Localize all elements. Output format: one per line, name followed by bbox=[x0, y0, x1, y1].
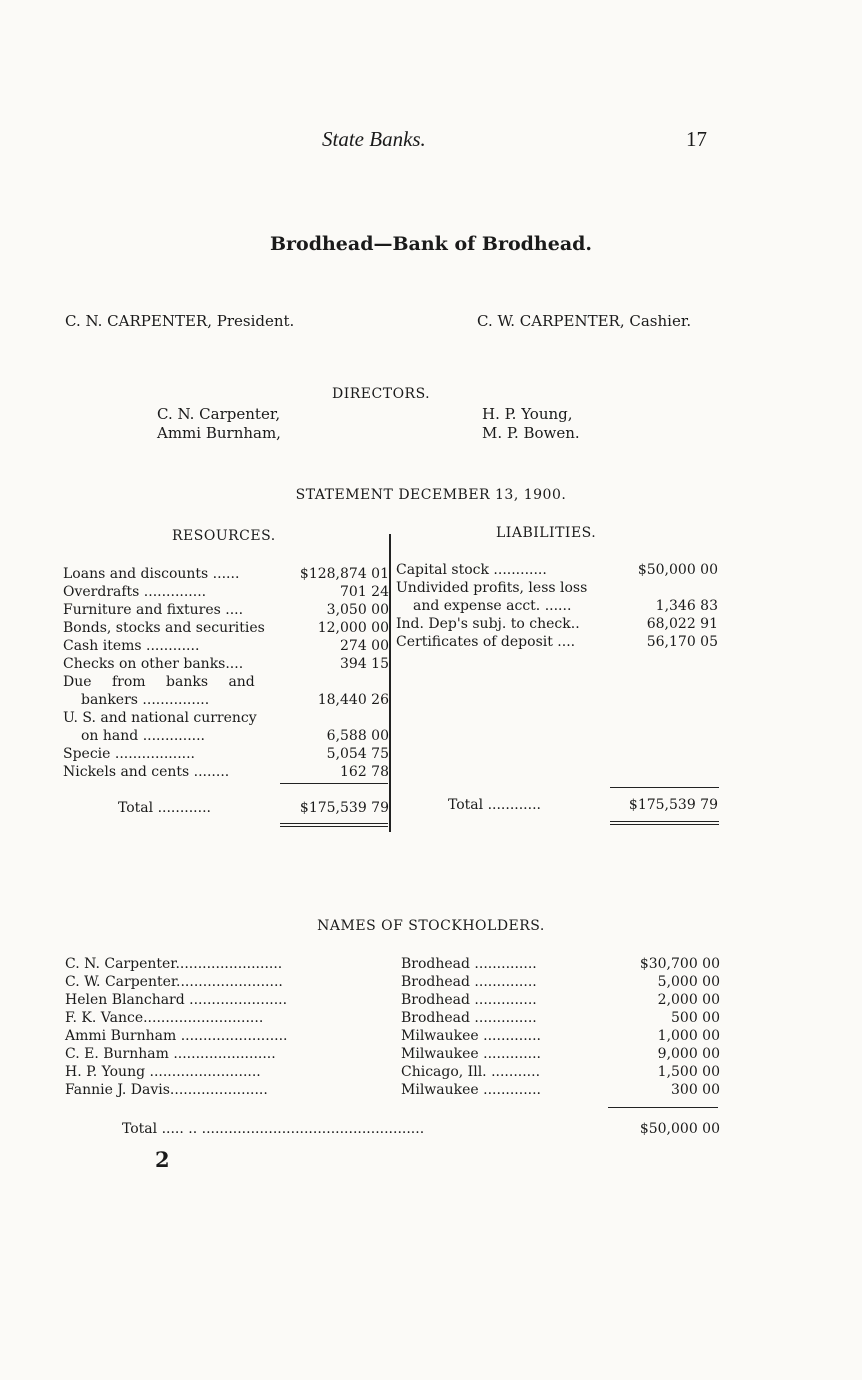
resource-amount: 18,440 26 bbox=[317, 692, 389, 708]
resource-row bbox=[63, 602, 389, 620]
stockholder-row bbox=[65, 956, 720, 974]
resource-label: Cash items ............ bbox=[63, 638, 200, 654]
subtotal-rule bbox=[280, 783, 388, 784]
resources-total-row bbox=[118, 800, 389, 818]
resource-row bbox=[63, 746, 389, 764]
director-name: Ammi Burnham, bbox=[157, 424, 281, 442]
stockholder-amount: 1,000 00 bbox=[657, 1028, 720, 1044]
column-divider bbox=[389, 534, 391, 832]
resource-row bbox=[63, 692, 389, 710]
resource-row bbox=[63, 710, 389, 728]
resource-row bbox=[63, 656, 389, 674]
liability-row bbox=[396, 616, 718, 634]
liability-row bbox=[396, 598, 718, 616]
stockholder-place: Brodhead .............. bbox=[401, 992, 537, 1008]
stockholder-place: Milwaukee ............. bbox=[401, 1082, 541, 1098]
director-name: H. P. Young, bbox=[482, 405, 573, 423]
liability-label: Capital stock ............ bbox=[396, 562, 547, 578]
resource-row bbox=[63, 728, 389, 746]
cashier-line: C. W. CARPENTER, Cashier. bbox=[477, 312, 692, 330]
resource-amount: 5,054 75 bbox=[326, 746, 389, 762]
director-name: C. N. Carpenter, bbox=[157, 405, 281, 423]
stockholder-place: Milwaukee ............. bbox=[401, 1046, 541, 1062]
liabilities-total-row bbox=[448, 797, 718, 815]
stockholder-amount: 500 00 bbox=[671, 1010, 720, 1026]
bank-title: Brodhead—Bank of Brodhead. bbox=[269, 233, 593, 255]
stockholder-row bbox=[65, 1028, 720, 1046]
resource-amount: 3,050 00 bbox=[326, 602, 389, 618]
stockholders-total-rule bbox=[608, 1107, 718, 1108]
stockholder-row bbox=[65, 974, 720, 992]
resource-label: Overdrafts .............. bbox=[63, 584, 207, 600]
liability-amount: $50,000 00 bbox=[637, 562, 718, 578]
resource-label: Loans and discounts ...... bbox=[63, 566, 240, 582]
resources-total-amount: $175,539 79 bbox=[299, 800, 389, 816]
resources-total-label: Total ............ bbox=[118, 800, 211, 816]
stockholder-row bbox=[65, 1010, 720, 1028]
resource-row bbox=[63, 620, 389, 638]
resource-label: Due from banks and bbox=[63, 674, 255, 690]
stockholder-name: C. E. Burnham ....................... bbox=[65, 1046, 276, 1062]
resource-label: Checks on other banks.... bbox=[63, 656, 244, 672]
stockholder-name: F. K. Vance........................... bbox=[65, 1010, 264, 1026]
resource-label: Specie .................. bbox=[63, 746, 195, 762]
liability-row bbox=[396, 634, 718, 652]
resource-label: Bonds, stocks and securities bbox=[63, 620, 265, 636]
liability-label: Undivided profits, less loss bbox=[396, 580, 588, 596]
liabilities-heading: LIABILITIES. bbox=[496, 525, 597, 541]
stockholder-amount: $30,700 00 bbox=[639, 956, 720, 972]
stockholders-total-amount: $50,000 00 bbox=[639, 1121, 720, 1137]
stockholders-total-row bbox=[122, 1121, 720, 1139]
stockholder-name: Ammi Burnham ........................ bbox=[65, 1028, 288, 1044]
resource-label: Furniture and fixtures .... bbox=[63, 602, 244, 618]
statement-heading: STATEMENT DECEMBER 13, 1900. bbox=[295, 487, 567, 503]
liability-amount: 68,022 91 bbox=[646, 616, 718, 632]
stockholder-name: H. P. Young ......................... bbox=[65, 1064, 261, 1080]
liabilities-total-amount: $175,539 79 bbox=[628, 797, 718, 813]
stockholder-place: Chicago, Ill. ........... bbox=[401, 1064, 541, 1080]
stockholder-row bbox=[65, 1082, 720, 1100]
liability-row bbox=[396, 562, 718, 580]
liability-row bbox=[396, 580, 718, 598]
page-number: 17 bbox=[686, 127, 707, 151]
liability-label: Certificates of deposit .... bbox=[396, 634, 576, 650]
stockholders-total-label: Total ..... .. .................................................. bbox=[122, 1121, 425, 1137]
resource-amount: 394 15 bbox=[340, 656, 389, 672]
stockholder-amount: 1,500 00 bbox=[657, 1064, 720, 1080]
running-title: State Banks. bbox=[322, 127, 426, 151]
stockholder-place: Milwaukee ............. bbox=[401, 1028, 541, 1044]
stockholder-row bbox=[65, 1046, 720, 1064]
resource-amount: 12,000 00 bbox=[317, 620, 389, 636]
directors-heading: DIRECTORS. bbox=[332, 386, 431, 402]
director-name: M. P. Bowen. bbox=[482, 424, 580, 442]
resource-row bbox=[63, 638, 389, 656]
stockholders-heading: NAMES OF STOCKHOLDERS. bbox=[317, 918, 545, 934]
page-header bbox=[0, 127, 862, 157]
resource-amount: 274 00 bbox=[340, 638, 389, 654]
resource-amount: $128,874 01 bbox=[299, 566, 389, 582]
stockholder-amount: 5,000 00 bbox=[657, 974, 720, 990]
liability-label: and expense acct. ...... bbox=[413, 598, 572, 614]
resource-row bbox=[63, 674, 389, 692]
stockholder-name: C. W. Carpenter........................ bbox=[65, 974, 283, 990]
subtotal-rule bbox=[610, 787, 719, 788]
resource-label: bankers ............... bbox=[81, 692, 210, 708]
stockholder-row bbox=[65, 992, 720, 1010]
stockholder-name: Helen Blanchard ...................... bbox=[65, 992, 288, 1008]
signature-mark: 2 bbox=[155, 1147, 170, 1172]
resource-amount: 6,588 00 bbox=[326, 728, 389, 744]
stockholder-row bbox=[65, 1064, 720, 1082]
total-double-rule bbox=[280, 823, 388, 827]
resource-label: U. S. and national currency bbox=[63, 710, 257, 726]
total-double-rule bbox=[610, 821, 719, 825]
resource-amount: 701 24 bbox=[340, 584, 389, 600]
stockholder-amount: 300 00 bbox=[671, 1082, 720, 1098]
resource-row bbox=[63, 584, 389, 602]
stockholder-place: Brodhead .............. bbox=[401, 956, 537, 972]
resource-row bbox=[63, 764, 389, 782]
stockholder-name: C. N. Carpenter........................ bbox=[65, 956, 283, 972]
liability-amount: 56,170 05 bbox=[646, 634, 718, 650]
stockholder-name: Fannie J. Davis...................... bbox=[65, 1082, 268, 1098]
resource-label: on hand .............. bbox=[81, 728, 205, 744]
stockholder-amount: 2,000 00 bbox=[657, 992, 720, 1008]
resources-heading: RESOURCES. bbox=[172, 528, 276, 544]
president-line: C. N. CARPENTER, President. bbox=[65, 312, 295, 330]
resource-amount: 162 78 bbox=[340, 764, 389, 780]
liability-amount: 1,346 83 bbox=[655, 598, 718, 614]
stockholder-place: Brodhead .............. bbox=[401, 1010, 537, 1026]
resource-label: Nickels and cents ........ bbox=[63, 764, 230, 780]
liabilities-total-label: Total ............ bbox=[448, 797, 541, 813]
stockholder-place: Brodhead .............. bbox=[401, 974, 537, 990]
stockholder-amount: 9,000 00 bbox=[657, 1046, 720, 1062]
resource-row bbox=[63, 566, 389, 584]
liability-label: Ind. Dep's subj. to check.. bbox=[396, 616, 580, 632]
